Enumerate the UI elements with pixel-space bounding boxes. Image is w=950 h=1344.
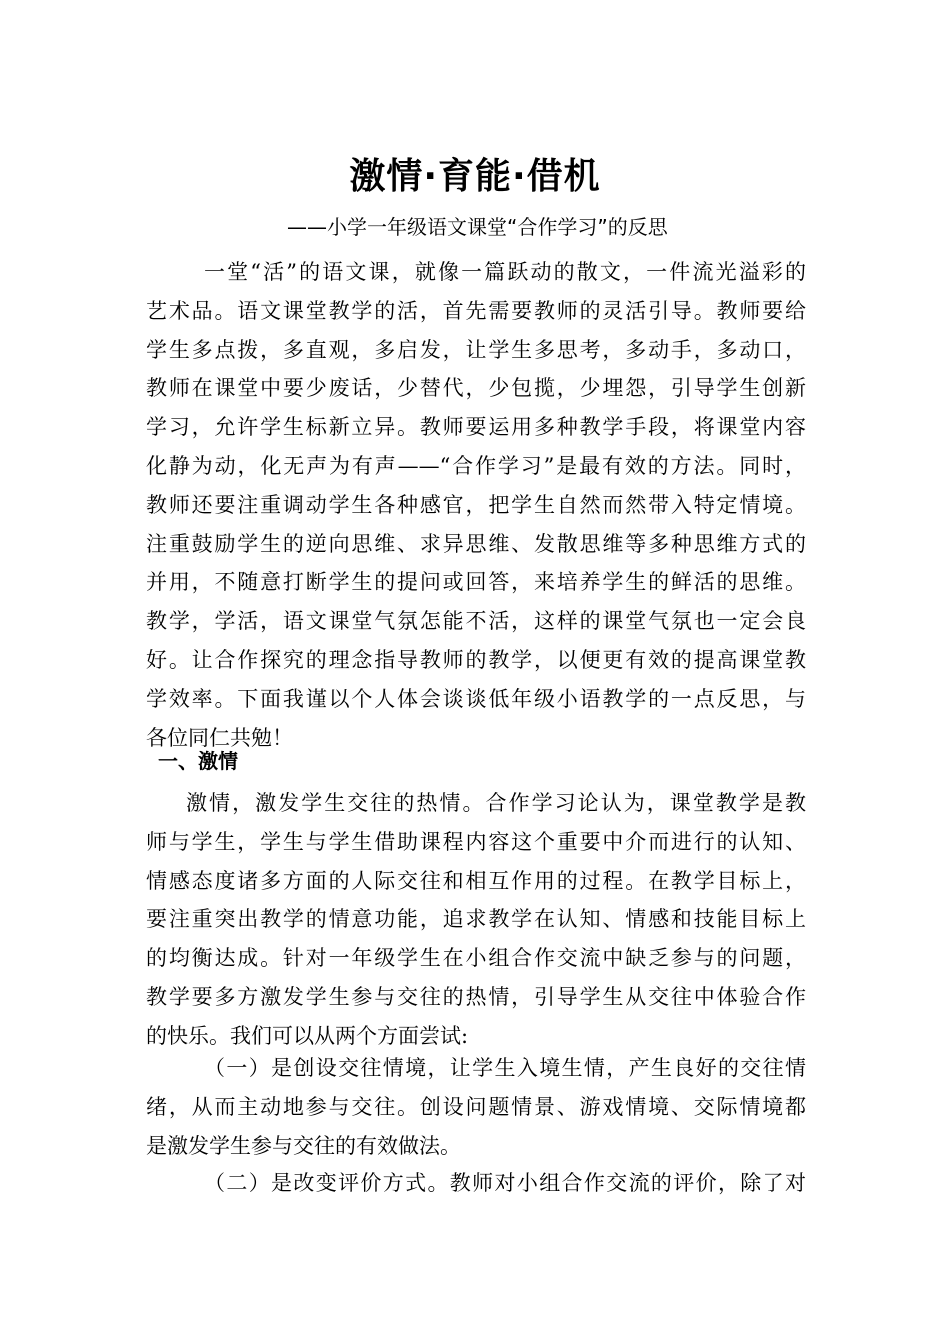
- paragraph-line: 好。让合作探究的理念指导教师的教学，以便更有效的提高课堂教: [146, 647, 806, 672]
- paragraph-line: 各位同仁共勉！: [146, 725, 293, 750]
- point1-paragraph: [146, 1049, 806, 1165]
- paragraph-line: 的快乐。我们可以从两个方面尝试:: [146, 1023, 469, 1048]
- paragraph-line: 是激发学生参与交往的有效做法。: [146, 1133, 461, 1158]
- document-title: 激情·育能·借机: [349, 156, 601, 197]
- paragraph-line: 一堂“活”的语文课，就像一篇跃动的散文，一件流光溢彩的: [204, 260, 806, 284]
- paragraph-line: 教师还要注重调动学生各种感官，把学生自然而然带入特定情境。: [146, 492, 806, 517]
- paragraph-line: 并用，不随意打断学生的提问或回答，来培养学生的鲜活的思维。: [146, 570, 806, 595]
- paragraph-line: 要注重突出教学的情意功能，追求教学在认知、情感和技能目标上: [146, 907, 806, 932]
- paragraph-line: 学效率。下面我谨以个人体会谈谈低年级小语教学的一点反思，与: [146, 686, 806, 711]
- paragraph-line: 教学，学活，语文课堂气氛怎能不活，这样的课堂气氛也一定会良: [146, 609, 806, 634]
- document-subtitle: ——小学一年级语文课堂“合作学习”的反思: [287, 215, 668, 239]
- paragraph-line: 教师在课堂中要少废话，少替代，少包揽，少埋怨，引导学生创新: [146, 376, 806, 401]
- section1-paragraph: [146, 784, 806, 1056]
- paragraph-line: 激情，激发学生交往的热情。合作学习论认为，课堂教学是教: [186, 791, 806, 815]
- paragraph-line: 的均衡达成。针对一年级学生在小组合作交流中缺乏参与的问题，: [146, 946, 806, 971]
- paragraph-line: （一）是创设交往情境，让学生入境生情，产生良好的交往情: [204, 1056, 806, 1080]
- paragraph-line: 情感态度诸多方面的人际交往和相互作用的过程。在教学目标上，: [146, 868, 806, 893]
- intro-paragraph: [146, 253, 806, 757]
- paragraph-line: 教学要多方激发学生参与交往的热情，引导学生从交往中体验合作: [146, 984, 806, 1009]
- point2-paragraph: [146, 1164, 806, 1203]
- paragraph-line: 学生多点拨，多直观，多启发，让学生多思考，多动手，多动口，: [146, 337, 806, 362]
- paragraph-line: 绪，从而主动地参与交往。创设问题情景、游戏情境、交际情境都: [146, 1094, 806, 1119]
- paragraph-line: 化静为动，化无声为有声——“合作学习”是最有效的方法。同时，: [146, 453, 806, 478]
- paragraph-line: 艺术品。语文课堂教学的活，首先需要教师的灵活引导。教师要给: [146, 298, 806, 323]
- paragraph-line: 学习，允许学生标新立异。教师要运用多种教学手段，将课堂内容: [146, 415, 806, 440]
- paragraph-line: 师与学生，学生与学生借助课程内容这个重要中介而进行的认知、: [146, 829, 806, 854]
- section-heading: 一、激情: [158, 749, 238, 773]
- paragraph-line: （二）是改变评价方式。教师对小组合作交流的评价，除了对: [204, 1171, 806, 1195]
- paragraph-line: 注重鼓励学生的逆向思维、求异思维、发散思维等多种思维方式的: [146, 531, 806, 556]
